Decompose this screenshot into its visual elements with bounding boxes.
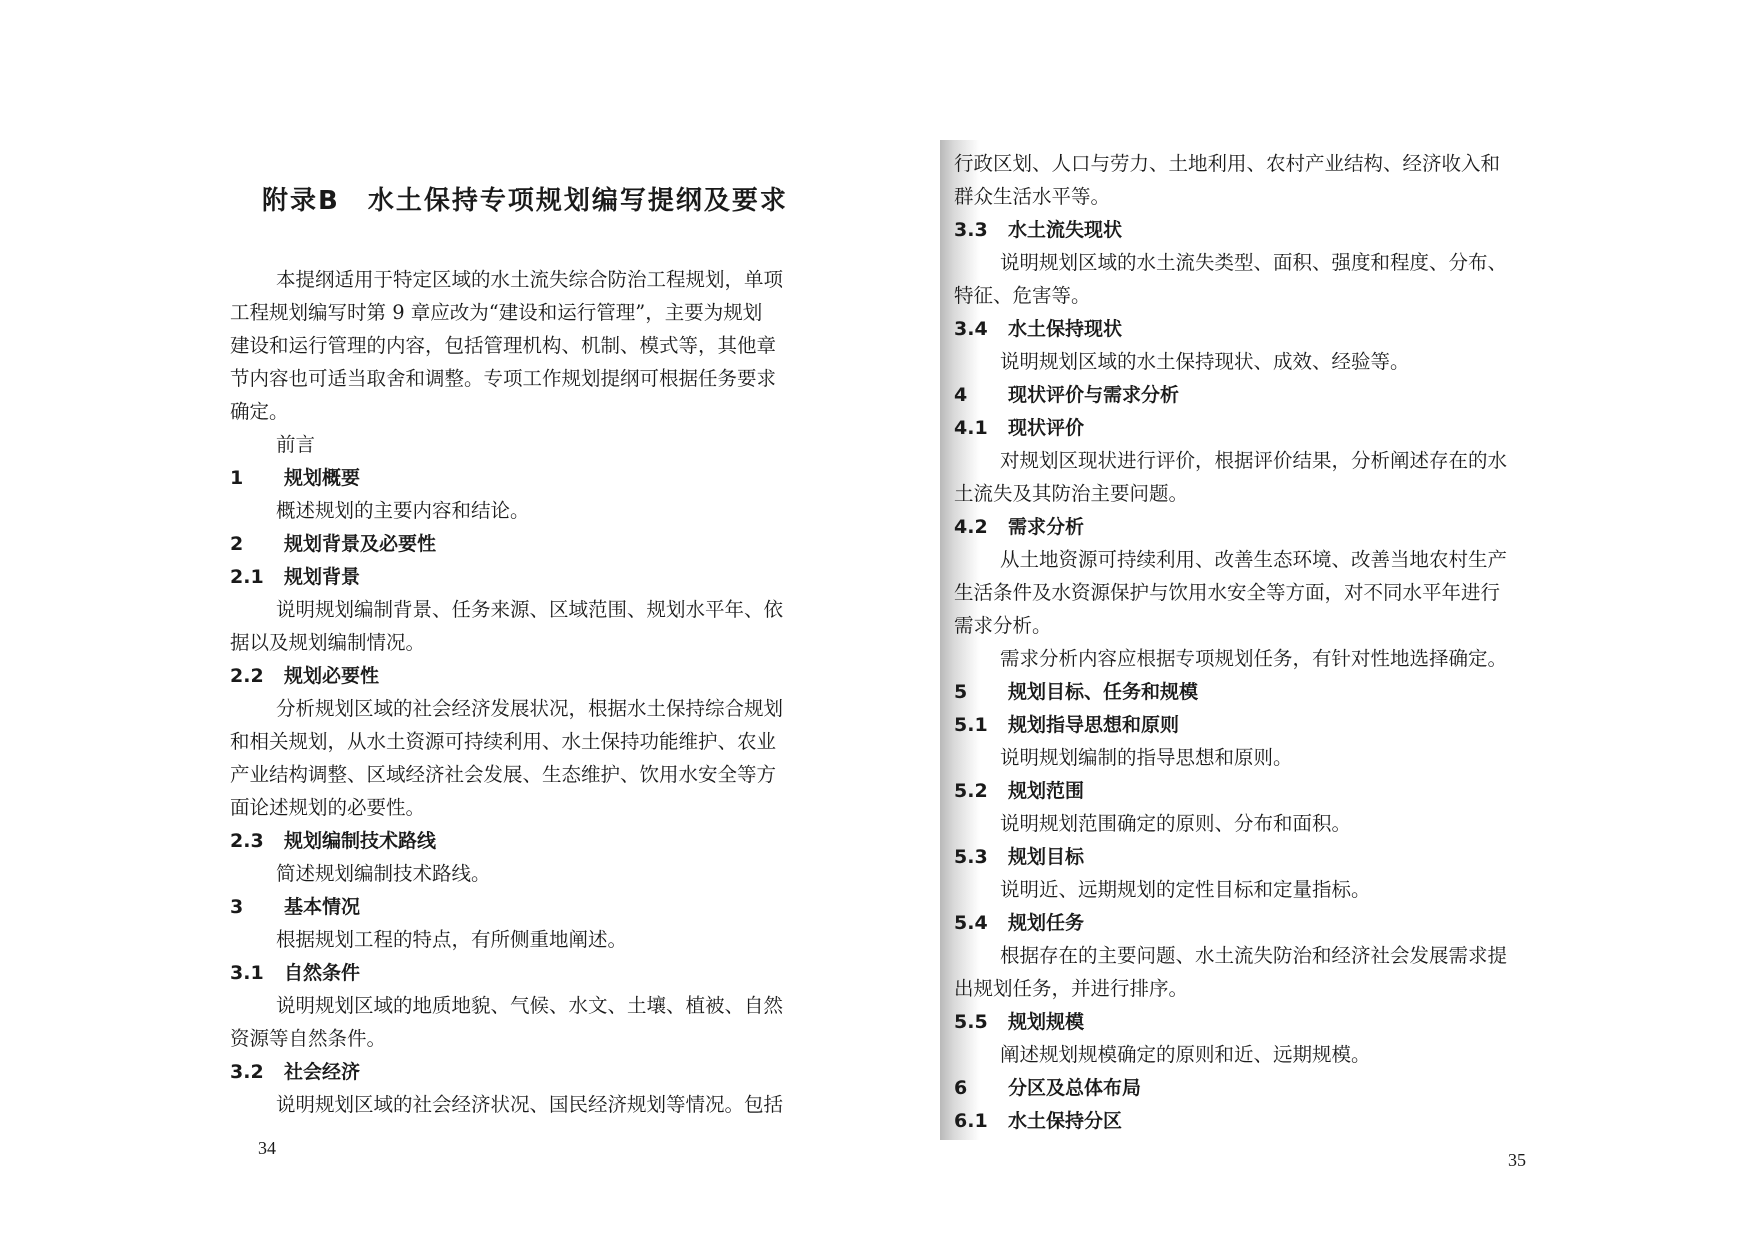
section-3-3-text-2: 特征、危害等。 [954,284,1091,307]
page-number-left: 34 [258,1138,276,1158]
section-4-1-text-2: 土流失及其防治主要问题。 [954,482,1189,505]
section-5-1-heading [954,711,1179,739]
section-3-3-heading [954,216,1122,244]
section-4-2-text-2: 生活条件及水资源保护与饮用水安全等方面，对不同水平年进行 [954,581,1501,604]
section-2-heading [230,530,436,558]
section-2-2-text-2: 和相关规划，从水土资源可持续利用、水土保持功能维护、农业 [230,730,777,753]
section-1-heading [230,464,360,492]
section-title: 规划任务 [1008,912,1085,934]
section-number: 2 [230,533,244,555]
section-5-4-text-2: 出规划任务，并进行排序。 [954,977,1189,1000]
section-title: 规划概要 [284,467,361,489]
section-number: 2.3 [230,830,264,852]
section-5-5-text: 阐述规划规模确定的原则和近、远期规模。 [1000,1043,1371,1066]
section-title: 规划规模 [1008,1011,1085,1033]
section-2-2-heading [230,662,379,690]
intro-line-3: 建设和运行管理的内容，包括管理机构、机制、模式等，其他章 [230,334,777,357]
section-3-heading [230,893,360,921]
continued-text-1: 行政区划、人口与劳力、土地利用、农村产业结构、经济收入和 [954,152,1501,175]
section-title: 规划目标、任务和规模 [1008,681,1199,703]
section-2-1-text-2: 据以及规划编制情况。 [230,631,426,654]
section-6-1-heading [954,1107,1122,1135]
section-4-2-text-3: 需求分析。 [954,614,1052,637]
intro-line-4: 节内容也可适当取舍和调整。专项工作规划提纲可根据任务要求 [230,367,777,390]
section-3-3-text-1: 说明规划区域的水土流失类型、面积、强度和程度、分布、 [1000,251,1508,274]
section-number: 3.2 [230,1061,264,1083]
page-number-right: 35 [1508,1150,1526,1170]
section-2-1-heading [230,563,360,591]
section-4-2-text-1: 从土地资源可持续利用、改善生态环境、改善当地农村生产 [1000,548,1508,571]
section-number: 5.4 [954,912,988,934]
section-title: 规划编制技术路线 [284,830,437,852]
section-title: 分区及总体布局 [1008,1077,1142,1099]
appendix-title: 附录B 水土保持专项规划编写提纲及要求 [262,186,788,216]
section-3-1-text-1: 说明规划区域的地质地貌、气候、水文、土壤、植被、自然 [276,994,784,1017]
section-2-2-text-3: 产业结构调整、区域经济社会发展、生态维护、饮用水安全等方 [230,763,777,786]
section-title: 需求分析 [1008,516,1085,538]
section-title: 水土保持现状 [1008,318,1123,340]
section-number: 6.1 [954,1110,988,1132]
section-6-heading [954,1074,1141,1102]
section-number: 5 [954,681,968,703]
section-number: 3.4 [954,318,988,340]
section-2-2-text-1: 分析规划区域的社会经济发展状况，根据水土保持综合规划 [276,697,784,720]
section-number: 5.2 [954,780,988,802]
section-number: 4 [954,384,968,406]
section-2-3-heading [230,827,436,855]
section-3-2-heading [230,1058,360,1086]
section-title: 规划背景及必要性 [284,533,437,555]
section-5-2-text: 说明规划范围确定的原则、分布和面积。 [1000,812,1352,835]
section-number: 3 [230,896,244,918]
section-4-1-heading [954,414,1084,442]
section-number: 2.1 [230,566,264,588]
continued-text-2: 群众生活水平等。 [954,185,1111,208]
section-5-4-text-1: 根据存在的主要问题、水土流失防治和经济社会发展需求提 [1000,944,1508,967]
section-number: 1 [230,467,244,489]
section-5-3-text: 说明近、远期规划的定性目标和定量指标。 [1000,878,1371,901]
section-2-3-text: 简述规划编制技术路线。 [276,862,491,885]
preface-heading: 前言 [276,433,316,456]
section-3-4-heading [954,315,1122,343]
section-title: 自然条件 [284,962,361,984]
section-3-1-text-2: 资源等自然条件。 [230,1027,387,1050]
section-3-1-heading [230,959,360,987]
section-number: 5.5 [954,1011,988,1033]
section-title: 现状评价 [1008,417,1085,439]
section-5-3-heading [954,843,1084,871]
section-title: 基本情况 [284,896,361,918]
section-number: 3.3 [954,219,988,241]
right-page [940,0,1754,1240]
section-3-2-text: 说明规划区域的社会经济状况、国民经济规划等情况。包括 [276,1093,784,1116]
section-number: 3.1 [230,962,264,984]
section-4-2-text-4: 需求分析内容应根据专项规划任务，有针对性地选择确定。 [1000,647,1508,670]
section-5-5-heading [954,1008,1084,1036]
section-title: 社会经济 [284,1061,361,1083]
section-3-text: 根据规划工程的特点，有所侧重地阐述。 [276,928,628,951]
section-title: 水土保持分区 [1008,1110,1123,1132]
section-2-1-text-1: 说明规划编制背景、任务来源、区域范围、规划水平年、依 [276,598,784,621]
section-1-text: 概述规划的主要内容和结论。 [276,499,530,522]
section-title: 规划背景 [284,566,361,588]
section-title: 规划范围 [1008,780,1085,802]
section-5-4-heading [954,909,1084,937]
section-4-1-text-1: 对规划区现状进行评价，根据评价结果，分析阐述存在的水 [1000,449,1508,472]
section-title: 现状评价与需求分析 [1008,384,1180,406]
section-title: 规划目标 [1008,846,1085,868]
section-number: 2.2 [230,665,264,687]
intro-line-2: 工程规划编写时第 9 章应改为“建设和运行管理”，主要为规划 [230,301,763,324]
section-number: 4.1 [954,417,988,439]
section-number: 5.3 [954,846,988,868]
section-4-heading [954,381,1179,409]
intro-line-5: 确定。 [230,400,289,423]
section-5-1-text: 说明规划编制的指导思想和原则。 [1000,746,1293,769]
section-2-2-text-4: 面论述规划的必要性。 [230,796,426,819]
section-title: 规划必要性 [284,665,380,687]
section-3-4-text: 说明规划区域的水土保持现状、成效、经验等。 [1000,350,1410,373]
section-number: 6 [954,1077,968,1099]
section-4-2-heading [954,513,1084,541]
section-5-2-heading [954,777,1084,805]
section-number: 4.2 [954,516,988,538]
section-5-heading [954,678,1198,706]
intro-line-1: 本提纲适用于特定区域的水土流失综合防治工程规划，单项 [276,268,784,291]
section-title: 规划指导思想和原则 [1008,714,1180,736]
section-number: 5.1 [954,714,988,736]
section-title: 水土流失现状 [1008,219,1123,241]
